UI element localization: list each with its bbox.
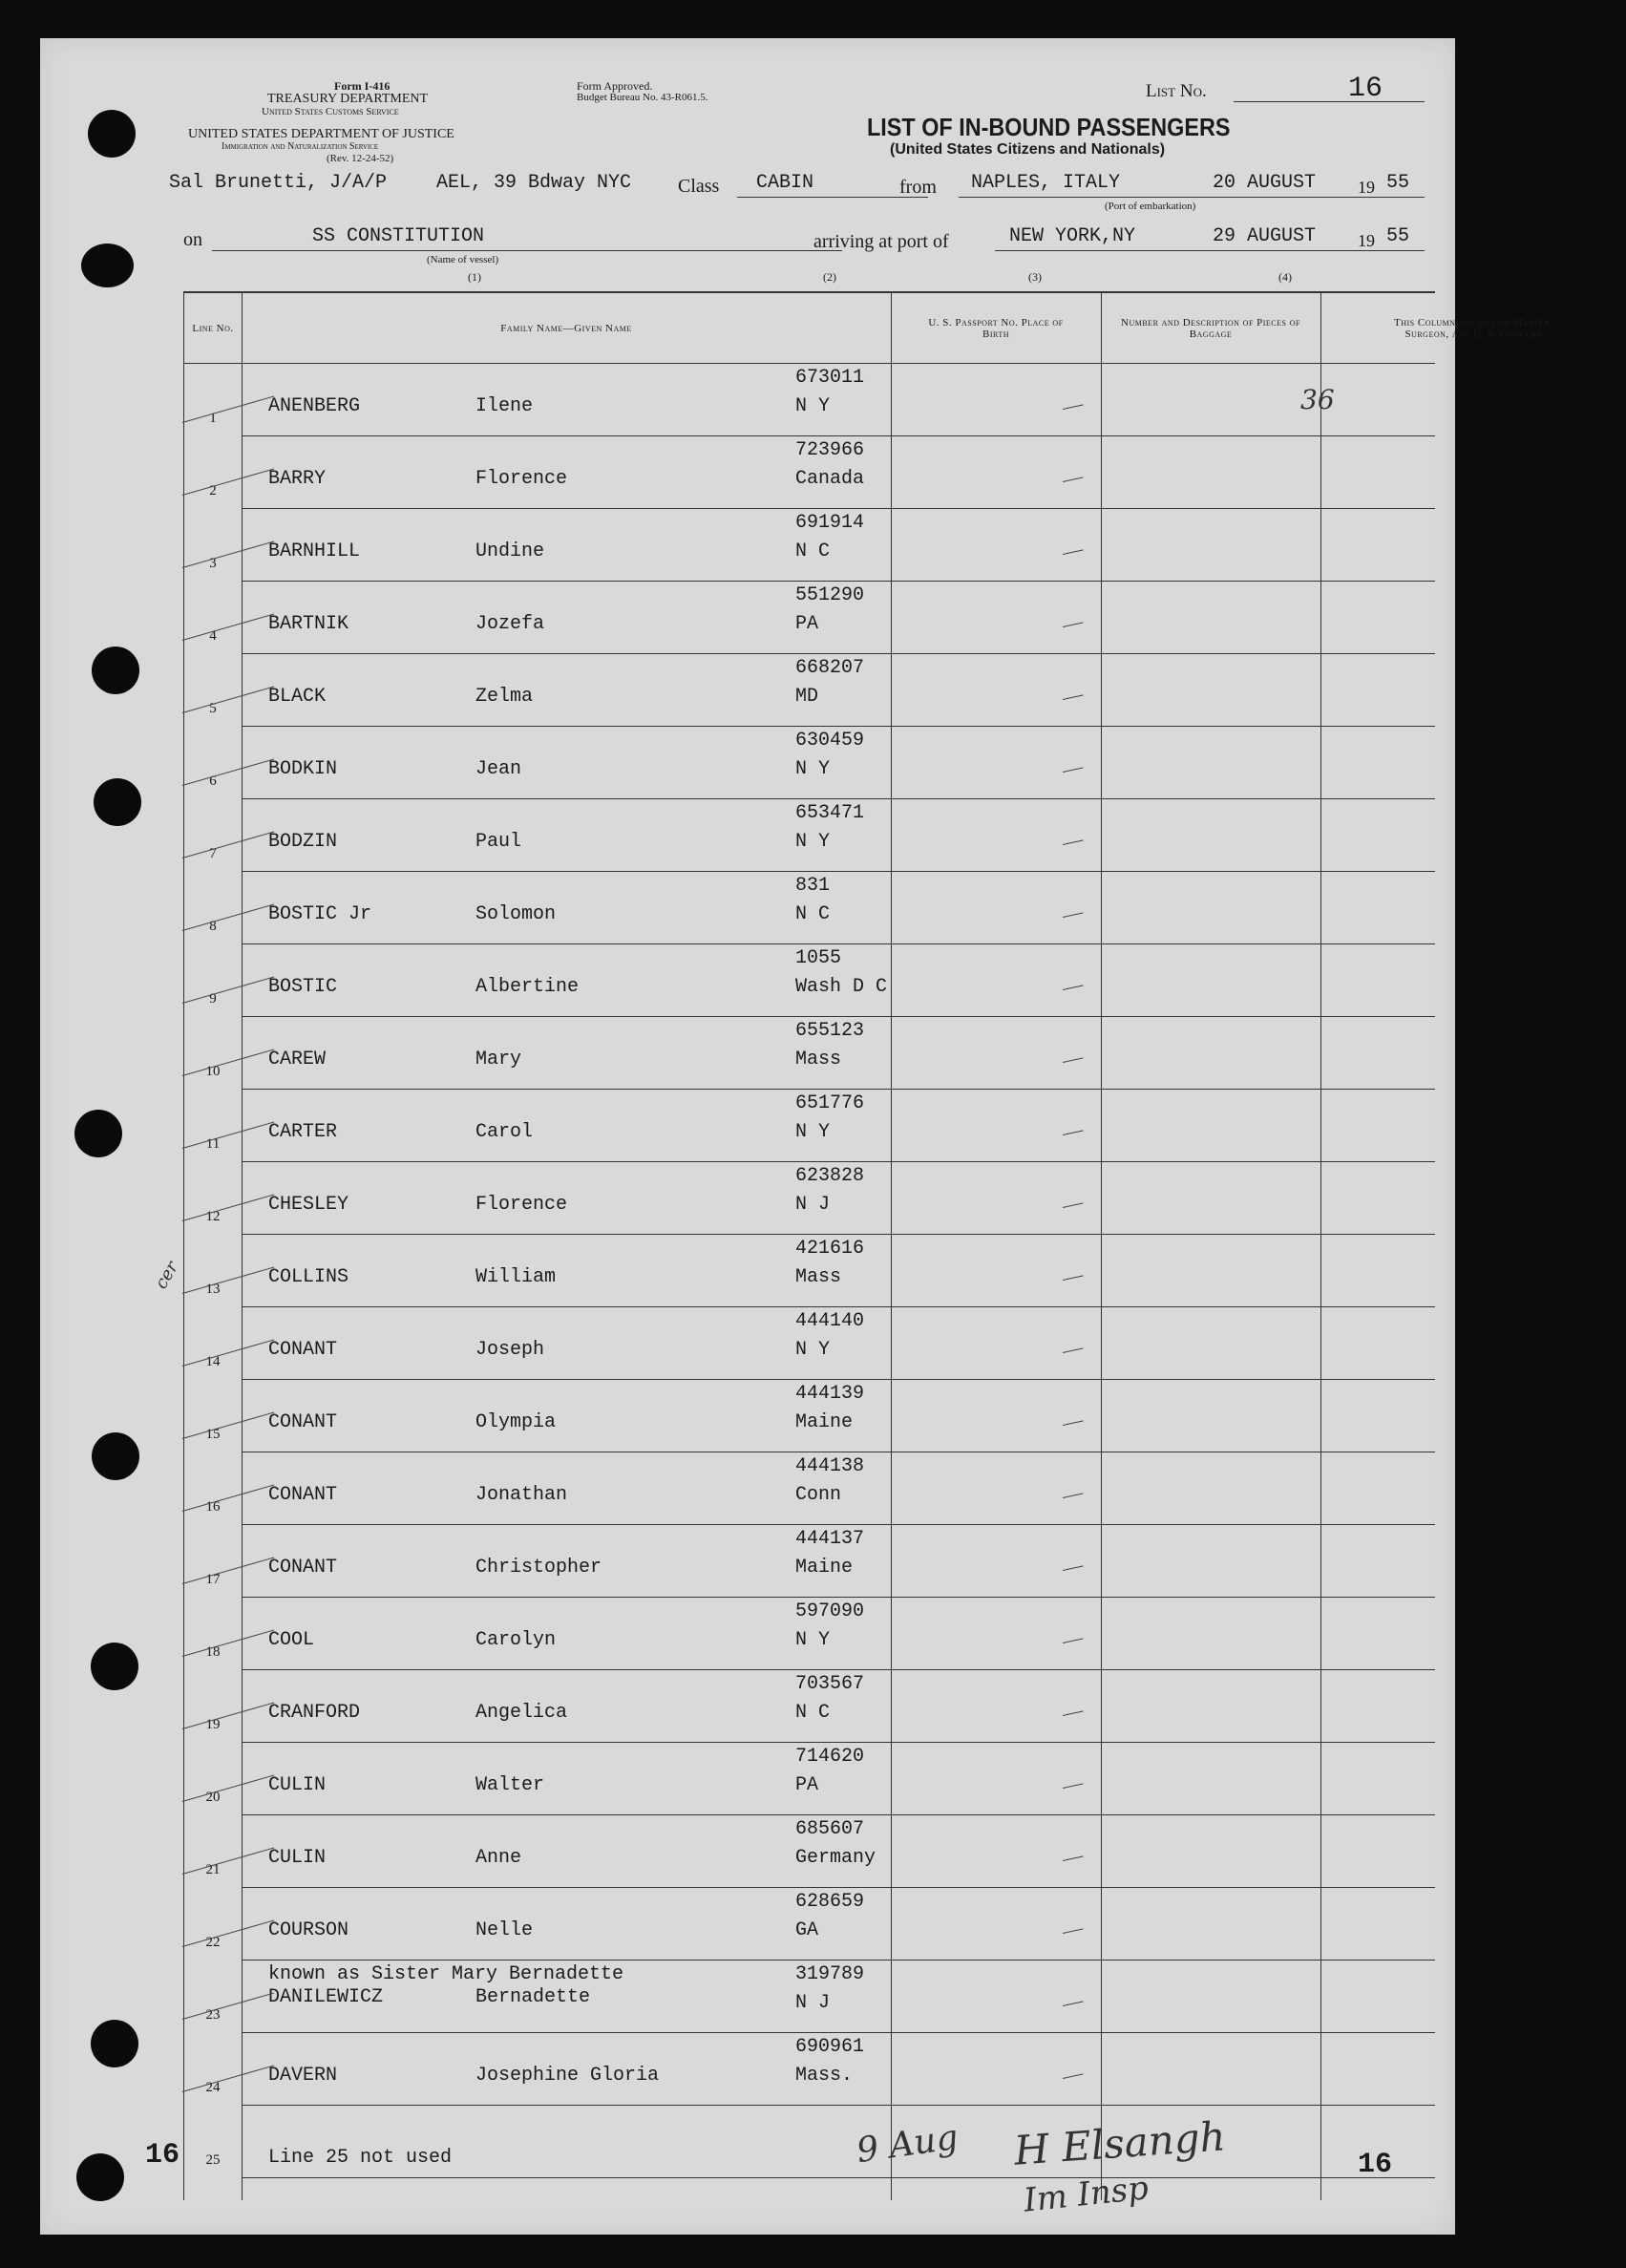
- given-name: Angelica: [475, 1702, 568, 1724]
- passport-number: 630459: [795, 730, 865, 752]
- treasury-dept: TREASURY DEPARTMENT: [267, 92, 429, 106]
- left-page-count: 16: [145, 2139, 180, 2172]
- given-name: Christopher: [475, 1557, 602, 1579]
- col-num-2: (2): [823, 270, 836, 284]
- place-of-birth: Wash D C: [795, 976, 888, 998]
- justice-dept: UNITED STATES DEPARTMENT OF JUSTICE: [188, 127, 454, 141]
- list-no-label: List No.: [1146, 81, 1207, 101]
- passenger-table: [183, 291, 1552, 2200]
- table-row: [184, 1960, 1435, 2032]
- passport-number: 444140: [795, 1310, 865, 1332]
- line-number: 15: [205, 1427, 221, 1442]
- family-name: BOSTIC Jr: [268, 903, 372, 925]
- table-row: [184, 1016, 1435, 1089]
- check-tick: [1063, 477, 1084, 482]
- given-name: Mary: [475, 1049, 522, 1070]
- check-tick: [1063, 2001, 1084, 2006]
- check-tick: [1063, 839, 1084, 845]
- budget-bureau: Budget Bureau No. 43-R061.5.: [577, 92, 708, 103]
- table-row: [184, 1452, 1435, 1524]
- class-value: CABIN: [756, 172, 814, 194]
- check-tick: [1063, 694, 1084, 700]
- family-name: ANENBERG: [268, 395, 361, 417]
- table-row: [184, 798, 1435, 871]
- line-number: 20: [205, 1790, 221, 1805]
- punch-hole: [92, 1432, 139, 1480]
- table-row: [184, 2105, 1435, 2177]
- table-row: [184, 581, 1435, 653]
- check-tick: [1063, 1565, 1084, 1571]
- check-tick: [1063, 767, 1084, 773]
- passport-number: 703567: [795, 1673, 865, 1695]
- line-number: 14: [205, 1354, 221, 1369]
- passport-number: 690961: [795, 2036, 865, 2058]
- handwritten-signature: H Elsangh: [1012, 2112, 1228, 2174]
- check-tick: [1063, 1347, 1084, 1353]
- place-of-birth: N Y: [795, 1339, 831, 1361]
- document-page: [40, 38, 1552, 2235]
- given-name: Solomon: [475, 903, 557, 925]
- place-of-birth: N Y: [795, 1629, 831, 1651]
- place-of-birth: N J: [795, 1194, 831, 1216]
- handwritten-title: Im Insp: [1022, 2169, 1151, 2220]
- line-number: 19: [205, 1717, 221, 1732]
- line-number: 16: [205, 1499, 221, 1515]
- given-name: Florence: [475, 468, 568, 490]
- from-label: from: [899, 177, 937, 198]
- check-tick: [1063, 404, 1084, 410]
- given-name: Carolyn: [475, 1629, 557, 1651]
- table-row: [184, 726, 1435, 798]
- family-name: DAVERN: [268, 2065, 338, 2087]
- col-num-1: (1): [468, 270, 481, 284]
- col-header-line-no: Line No.: [192, 322, 234, 334]
- table-row: [184, 1161, 1435, 1234]
- check-tick: [1063, 549, 1084, 555]
- margin-note: cer: [151, 1258, 183, 1293]
- line-number: 3: [209, 556, 217, 571]
- place-of-birth: N C: [795, 903, 831, 925]
- table-row: [184, 871, 1435, 943]
- check-tick: [1063, 1783, 1084, 1789]
- check-tick: [1063, 1710, 1084, 1716]
- family-name: CULIN: [268, 1847, 327, 1869]
- punch-hole: [88, 110, 136, 158]
- line-number: 17: [205, 1572, 221, 1587]
- year-suffix-2: 55: [1386, 225, 1410, 247]
- line-number: 2: [209, 483, 217, 498]
- family-name: COLLINS: [268, 1266, 349, 1288]
- row-note: Line 25 not used: [268, 2147, 453, 2169]
- punch-hole: [81, 244, 134, 287]
- given-name: Undine: [475, 541, 545, 562]
- given-name: Josephine Gloria: [475, 2065, 660, 2087]
- col-header-baggage: Number and Description of Pieces of Baggage: [1121, 316, 1300, 340]
- arrival-port: NEW YORK,NY: [1009, 225, 1136, 247]
- table-row: [184, 435, 1435, 508]
- family-name: BARRY: [268, 468, 327, 490]
- given-name: Florence: [475, 1194, 568, 1216]
- immigration-service: Immigration and Naturalization Service: [222, 141, 379, 152]
- table-row: [184, 1742, 1435, 1814]
- table-row: [184, 943, 1435, 1016]
- col-header-officers: This Column for Use of Master, Surgeon, and U. S. Officers: [1394, 316, 1552, 340]
- passport-number: 653471: [795, 802, 865, 824]
- passport-number: 551290: [795, 584, 865, 606]
- departure-date: 20 AUGUST: [1213, 172, 1317, 194]
- table-row: [184, 1089, 1435, 1161]
- family-name: CAREW: [268, 1049, 327, 1070]
- family-name: COURSON: [268, 1919, 349, 1941]
- line-number: 9: [209, 991, 217, 1007]
- given-name: Bernadette: [475, 1986, 591, 2008]
- line-number: 22: [205, 1935, 221, 1950]
- form-number: Form I-416: [334, 79, 391, 93]
- family-name: DANILEWICZ: [268, 1986, 384, 2008]
- check-tick: [1063, 1928, 1084, 1934]
- check-tick: [1063, 2073, 1084, 2079]
- punch-hole: [94, 778, 141, 826]
- col-num-4: (4): [1278, 270, 1292, 284]
- table-row: [184, 1887, 1435, 1960]
- year-suffix-1: 55: [1386, 172, 1410, 194]
- place-of-birth: GA: [795, 1919, 819, 1941]
- line-number: 1: [209, 411, 217, 426]
- family-name: CARTER: [268, 1121, 338, 1143]
- place-of-birth: N Y: [795, 395, 831, 417]
- col-header-passport: U. S. Passport No. Place of Birth: [928, 316, 1064, 340]
- table-row: [184, 1597, 1435, 1669]
- right-page-count: 16: [1358, 2149, 1393, 2181]
- passport-number: 668207: [795, 657, 865, 679]
- given-name: Jozefa: [475, 613, 545, 635]
- line-number: 12: [205, 1209, 221, 1224]
- place-of-birth: Mass: [795, 1049, 842, 1070]
- family-name: BODZIN: [268, 831, 338, 853]
- given-name: Joseph: [475, 1339, 545, 1361]
- given-name: Zelma: [475, 686, 534, 708]
- given-name: Albertine: [475, 976, 580, 998]
- punch-hole: [91, 2020, 138, 2067]
- passport-number: 673011: [795, 367, 865, 389]
- given-name: Jonathan: [475, 1484, 568, 1506]
- handwritten-date: 9 Aug: [854, 2117, 961, 2172]
- year-prefix-1: 19: [1358, 178, 1375, 197]
- place-of-birth: Germany: [795, 1847, 876, 1869]
- place-of-birth: PA: [795, 613, 819, 635]
- family-name: CULIN: [268, 1774, 327, 1796]
- table-row: [184, 1234, 1435, 1306]
- table-row: [184, 363, 1435, 435]
- place-of-birth: N J: [795, 1992, 831, 2014]
- table-row: [184, 508, 1435, 581]
- family-name: CHESLEY: [268, 1194, 349, 1216]
- passport-number: 421616: [795, 1238, 865, 1260]
- table-row: [184, 653, 1435, 726]
- family-name: CONANT: [268, 1339, 338, 1361]
- agent-name: Sal Brunetti, J/A/P: [169, 172, 388, 194]
- given-name: Anne: [475, 1847, 522, 1869]
- form-approved: Form Approved.: [577, 79, 653, 93]
- check-tick: [1063, 1420, 1084, 1426]
- col-header-name: Family Name—Given Name: [500, 322, 632, 334]
- passport-number: 628659: [795, 1891, 865, 1913]
- line-number: 11: [205, 1136, 221, 1152]
- check-tick: [1063, 1638, 1084, 1643]
- port-embarkation-label: (Port of embarkation): [1105, 201, 1196, 212]
- passport-number: 444137: [795, 1528, 865, 1550]
- vessel-label: (Name of vessel): [427, 254, 499, 265]
- punch-hole: [76, 2153, 124, 2201]
- place-of-birth: Maine: [795, 1557, 854, 1579]
- passport-number: 651776: [795, 1092, 865, 1114]
- place-of-birth: Maine: [795, 1411, 854, 1433]
- customs-service: United States Customs Service: [262, 106, 399, 117]
- line-number: 6: [209, 774, 217, 789]
- line-number: 5: [209, 701, 217, 716]
- table-row: [184, 1306, 1435, 1379]
- line-number: 21: [205, 1862, 221, 1877]
- officer-mark: 36: [1300, 384, 1335, 415]
- given-name: Ilene: [475, 395, 534, 417]
- arrival-date: 29 AUGUST: [1213, 225, 1317, 247]
- line-number: 25: [205, 2152, 221, 2168]
- check-tick: [1063, 1493, 1084, 1498]
- family-name: CONANT: [268, 1411, 338, 1433]
- place-of-birth: MD: [795, 686, 819, 708]
- place-of-birth: N C: [795, 541, 831, 562]
- passport-number: 691914: [795, 512, 865, 534]
- passport-number: 444138: [795, 1455, 865, 1477]
- line-number: 10: [205, 1064, 221, 1079]
- family-name: BARTNIK: [268, 613, 349, 635]
- line-number: 23: [205, 2007, 221, 2023]
- place-of-birth: N Y: [795, 831, 831, 853]
- given-name: Carol: [475, 1121, 534, 1143]
- line-number: 8: [209, 919, 217, 934]
- from-value: NAPLES, ITALY: [971, 172, 1121, 194]
- passport-number: 597090: [795, 1600, 865, 1622]
- arriving-label: arriving at port of: [813, 231, 949, 252]
- passport-number: 655123: [795, 1020, 865, 1042]
- check-tick: [1063, 1855, 1084, 1861]
- agent-address: AEL, 39 Bdway NYC: [436, 172, 632, 194]
- check-tick: [1063, 622, 1084, 627]
- passport-number: 1055: [795, 947, 842, 969]
- place-of-birth: Mass: [795, 1266, 842, 1288]
- given-name: Olympia: [475, 1411, 557, 1433]
- col-num-3: (3): [1028, 270, 1042, 284]
- passport-number: 444139: [795, 1383, 865, 1405]
- given-name: Walter: [475, 1774, 545, 1796]
- punch-hole: [74, 1110, 122, 1157]
- passport-number: 623828: [795, 1165, 865, 1187]
- family-name: BLACK: [268, 686, 327, 708]
- punch-hole: [92, 646, 139, 694]
- line-number: 7: [209, 846, 217, 861]
- given-name: Paul: [475, 831, 522, 853]
- place-of-birth: PA: [795, 1774, 819, 1796]
- passport-number: 714620: [795, 1746, 865, 1768]
- given-name: William: [475, 1266, 557, 1288]
- check-tick: [1063, 912, 1084, 918]
- document-title: LIST OF IN-BOUND PASSENGERS: [867, 113, 1231, 141]
- family-name: BODKIN: [268, 758, 338, 780]
- table-row: [184, 1814, 1435, 1887]
- check-tick: [1063, 1275, 1084, 1281]
- line-number: 13: [205, 1282, 221, 1297]
- check-tick: [1063, 985, 1084, 990]
- family-name: BARNHILL: [268, 541, 361, 562]
- check-tick: [1063, 1202, 1084, 1208]
- place-of-birth: N Y: [795, 1121, 831, 1143]
- revision-date: (Rev. 12-24-52): [327, 153, 394, 164]
- row-note: known as Sister Mary Bernadette: [268, 1963, 624, 1985]
- list-no-value: 16: [1348, 73, 1383, 105]
- class-label: Class: [678, 176, 720, 197]
- year-prefix-2: 19: [1358, 231, 1375, 250]
- table-row: [184, 1379, 1435, 1452]
- vessel-name: SS CONSTITUTION: [312, 225, 485, 247]
- family-name: BOSTIC: [268, 976, 338, 998]
- table-row: [184, 1524, 1435, 1597]
- on-label: on: [183, 229, 202, 250]
- line-number: 24: [205, 2080, 221, 2095]
- punch-hole: [91, 1643, 138, 1690]
- given-name: Jean: [475, 758, 522, 780]
- place-of-birth: Mass.: [795, 2065, 854, 2087]
- document-subtitle: (United States Citizens and Nationals): [890, 141, 1166, 158]
- family-name: CONANT: [268, 1557, 338, 1579]
- place-of-birth: N Y: [795, 758, 831, 780]
- passport-number: 319789: [795, 1963, 865, 1985]
- family-name: CRANFORD: [268, 1702, 361, 1724]
- line-number: 18: [205, 1644, 221, 1660]
- passport-number: 685607: [795, 1818, 865, 1840]
- family-name: CONANT: [268, 1484, 338, 1506]
- given-name: Nelle: [475, 1919, 534, 1941]
- passport-number: 831: [795, 875, 831, 897]
- table-row: [184, 2032, 1435, 2105]
- check-tick: [1063, 1130, 1084, 1135]
- check-tick: [1063, 1057, 1084, 1063]
- table-row: [184, 1669, 1435, 1742]
- place-of-birth: Canada: [795, 468, 865, 490]
- family-name: COOL: [268, 1629, 315, 1651]
- line-number: 4: [209, 628, 217, 644]
- passport-number: 723966: [795, 439, 865, 461]
- place-of-birth: N C: [795, 1702, 831, 1724]
- place-of-birth: Conn: [795, 1484, 842, 1506]
